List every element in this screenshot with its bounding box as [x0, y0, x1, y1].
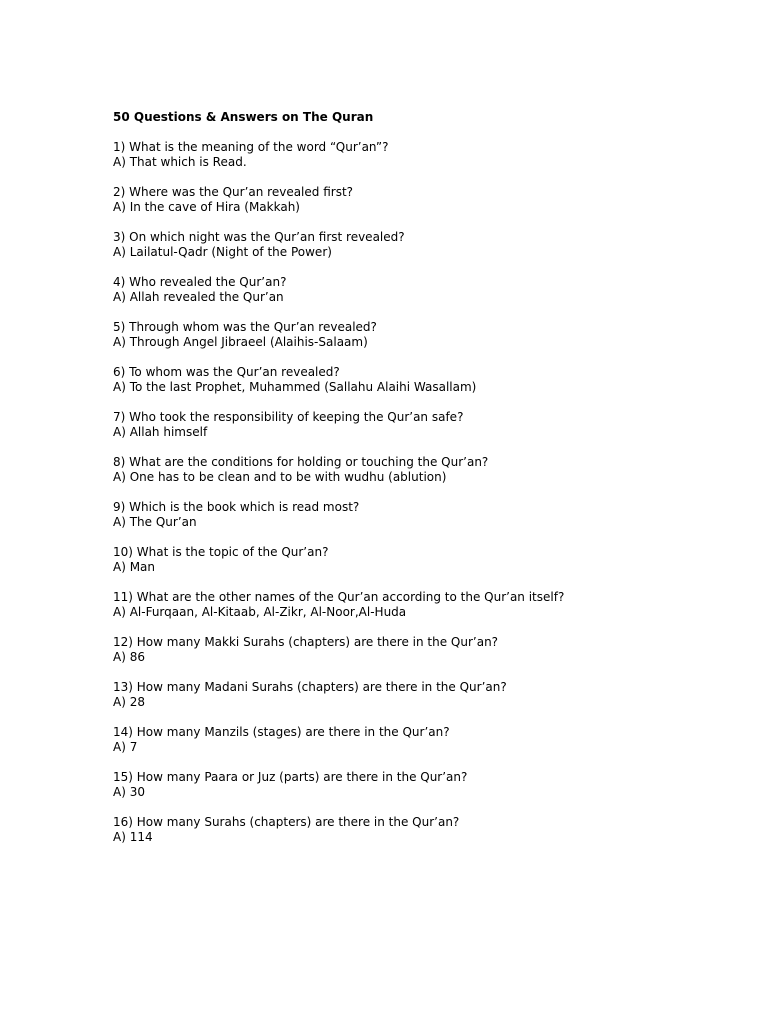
answer-text: A) 7	[113, 740, 138, 754]
answer-text: A) 86	[113, 650, 145, 664]
question-text: 7) Who took the responsibility of keeping the Qur’an safe?	[113, 410, 464, 424]
answer-text: A) That which is Read.	[113, 155, 247, 169]
question-text: 1) What is the meaning of the word “Qur’an”?	[113, 140, 389, 154]
qa-item	[113, 365, 733, 395]
document-title: 50 Questions & Answers on The Quran	[113, 110, 374, 124]
qa-item	[113, 500, 733, 530]
qa-item	[113, 725, 733, 755]
question-text: 8) What are the conditions for holding or touching the Qur’an?	[113, 455, 489, 469]
question-text: 16) How many Surahs (chapters) are there in the Qur’an?	[113, 815, 460, 829]
qa-item	[113, 185, 733, 215]
question-text: 15) How many Paara or Juz (parts) are there in the Qur’an?	[113, 770, 468, 784]
question-text: 3) On which night was the Qur’an first revealed?	[113, 230, 405, 244]
qa-item	[113, 770, 733, 800]
question-text: 6) To whom was the Qur’an revealed?	[113, 365, 340, 379]
question-text: 14) How many Manzils (stages) are there in the Qur’an?	[113, 725, 450, 739]
answer-text: A) To the last Prophet, Muhammed (Sallahu Alaihi Wasallam)	[113, 380, 477, 394]
question-text: 4) Who revealed the Qur’an?	[113, 275, 287, 289]
qa-item	[113, 590, 733, 620]
answer-text: A) Allah himself	[113, 425, 208, 439]
qa-item	[113, 635, 733, 665]
question-text: 12) How many Makki Surahs (chapters) are there in the Qur’an?	[113, 635, 499, 649]
answer-text: A) In the cave of Hira (Makkah)	[113, 200, 300, 214]
qa-item	[113, 230, 733, 260]
qa-item	[113, 815, 733, 845]
question-text: 9) Which is the book which is read most?	[113, 500, 360, 514]
answer-text: A) Lailatul-Qadr (Night of the Power)	[113, 245, 332, 259]
answer-text: A) Al-Furqaan, Al-Kitaab, Al-Zikr, Al-Noor,Al-Huda	[113, 605, 407, 619]
qa-item	[113, 275, 733, 305]
answer-text: A) The Qur’an	[113, 515, 197, 529]
qa-item	[113, 140, 733, 170]
question-text: 5) Through whom was the Qur’an revealed?	[113, 320, 377, 334]
answer-text: A) One has to be clean and to be with wudhu (ablution)	[113, 470, 447, 484]
answer-text: A) Man	[113, 560, 156, 574]
answer-text: A) 28	[113, 695, 145, 709]
question-text: 2) Where was the Qur’an revealed first?	[113, 185, 354, 199]
qa-item	[113, 455, 733, 485]
qa-item	[113, 410, 733, 440]
qa-item	[113, 680, 733, 710]
question-text: 11) What are the other names of the Qur’an according to the Qur’an itself?	[113, 590, 565, 604]
question-text: 13) How many Madani Surahs (chapters) are there in the Qur’an?	[113, 680, 507, 694]
qa-item	[113, 545, 733, 575]
qa-item	[113, 320, 733, 350]
answer-text: A) 114	[113, 830, 153, 844]
answer-text: A) Through Angel Jibraeel (Alaihis-Salaam)	[113, 335, 368, 349]
answer-text: A) Allah revealed the Qur’an	[113, 290, 284, 304]
qa-list	[113, 140, 733, 860]
question-text: 10) What is the topic of the Qur’an?	[113, 545, 329, 559]
answer-text: A) 30	[113, 785, 145, 799]
